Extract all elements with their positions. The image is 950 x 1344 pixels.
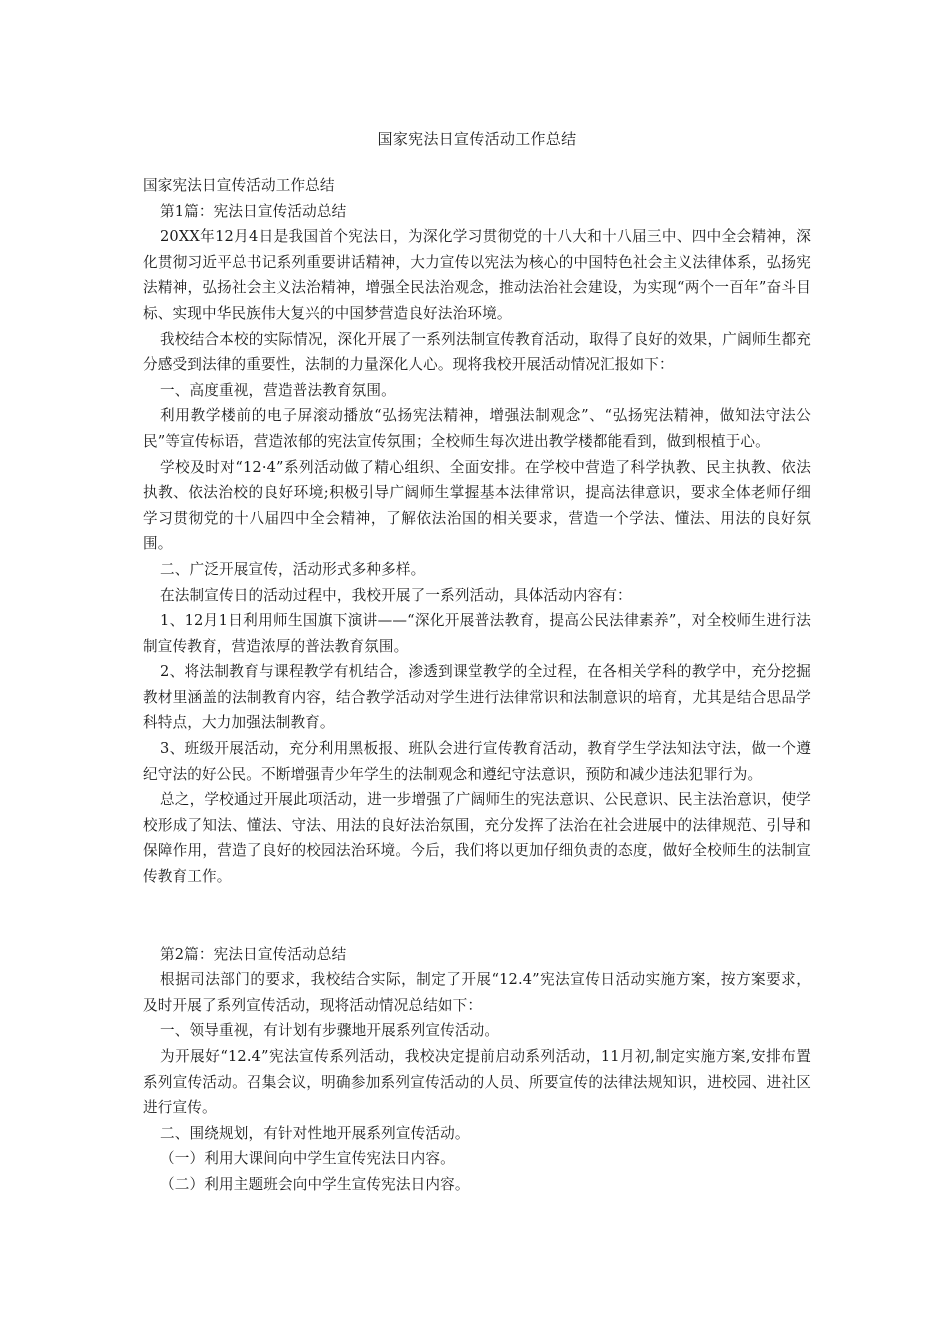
list-item: （二）利用主题班会向中学生宣传宪法日内容。 xyxy=(160,1175,470,1193)
paragraph: 根据司法部门的要求，我校结合实际，制定了开展“12.4”宪法宣传日活动实施方案，按方案要求，及时开展了系列宣传活动，现将活动情况总结如下： xyxy=(143,971,811,1014)
document-title: 国家宪法日宣传活动工作总结 xyxy=(377,130,577,148)
paragraph: 20XX年12月4日是我国首个宪法日，为深化学习贯彻党的十八大和十八届三中、四中全会精神，深化贯彻习近平总书记系列重要讲话精神，大力宣传以宪法为核心的中国特色社会主义法律体系，弘扬宪法精神，弘扬社会主义法治精神，增强全民法治观念，推动法治社会建设，为实现“两个一百年”奋斗目标、实现中华民族伟大复兴的中国梦营造良好法治环境。 xyxy=(143,228,811,322)
paragraph: 2、将法制教育与课程教学有机结合，渗透到课堂教学的全过程，在各相关学科的教学中，充分挖掘教材里涵盖的法制教育内容，结合教学活动对学生进行法律常识和法制意识的培育，尤其是结合思品学科特点，大力加强法制教育。 xyxy=(143,663,811,732)
list-item: （一）利用大课间向中学生宣传宪法日内容。 xyxy=(160,1150,455,1168)
paragraph-heading: 国家宪法日宣传活动工作总结 xyxy=(143,177,335,194)
paragraph: 总之，学校通过开展此项活动，进一步增强了广阔师生的宪法意识、公民意识、民主法治意识，使学校形成了知法、懂法、守法、用法的良好法治氛围，充分发挥了法治在社会进展中的法律规范、引导和保障作用，营造了良好的校园法治环境。今后，我们将以更加仔细负责的态度，做好全校师生的法制宣传教育工作。 xyxy=(143,791,811,886)
paragraph: 3、班级开展活动，充分利用黑板报、班队会进行宣传教育活动，教育学生学法知法守法，做一个遵纪守法的好公民。不断增强青少年学生的法制观念和遵纪守法意识，预防和减少违法犯罪行为。 xyxy=(143,740,811,783)
paragraph: 1、12月1日利用师生国旗下演讲——“深化开展普法教育，提高公民法律素养”，对全校师生进行法制宣传教育，营造浓厚的普法教育氛围。 xyxy=(143,612,811,655)
paragraph-subheading: 一、领导重视，有计划有步骤地开展系列宣传活动。 xyxy=(160,1022,500,1040)
paragraph-section-title: 第2篇：宪法日宣传活动总结 xyxy=(160,945,347,963)
paragraph-subheading: 一、高度重视，营造普法教育氛围。 xyxy=(160,381,396,399)
paragraph-section-title: 第1篇：宪法日宣传活动总结 xyxy=(160,202,347,220)
paragraph: 学校及时对“12·4”系列活动做了精心组织、全面安排。在学校中营造了科学执教、民主执教、依法执教、依法治校的良好环境;积极引导广阔师生掌握基本法律常识，提高法律意识，要求全体老师仔细学习贯彻党的十八届四中全会精神，了解依法治国的相关要求，营造一个学法、懂法、用法的良好氛围。 xyxy=(143,458,811,553)
paragraph: 我校结合本校的实际情况，深化开展了一系列法制宣传教育活动，取得了良好的效果，广阔师生都充分感受到法律的重要性，法制的力量深化人心。现将我校开展活动情况汇报如下： xyxy=(143,330,811,374)
paragraph-subheading: 二、广泛开展宣传，活动形式多种多样。 xyxy=(160,560,426,578)
paragraph: 在法制宣传日的活动过程中，我校开展了一系列活动，具体活动内容有： xyxy=(160,586,632,604)
paragraph: 为开展好“12.4”宪法宣传系列活动，我校决定提前启动系列活动，11月初,制定实施方案,安排布置系列宣传活动。召集会议，明确参加系列宣传活动的人员、所要宣传的法律法规知识，进校园、进社区进行宣传。 xyxy=(143,1048,811,1117)
paragraph: 利用教学楼前的电子屏滚动播放“弘扬宪法精神，增强法制观念”、“弘扬宪法精神，做知法守法公民”等宣传标语，营造浓郁的宪法宣传氛围；全校师生每次进出教学楼都能看到，做到根植于心。 xyxy=(143,407,811,450)
section-spacer xyxy=(143,890,811,942)
document-body xyxy=(143,173,811,1198)
paragraph-subheading: 二、围绕规划，有针对性地开展系列宣传活动。 xyxy=(160,1124,470,1142)
